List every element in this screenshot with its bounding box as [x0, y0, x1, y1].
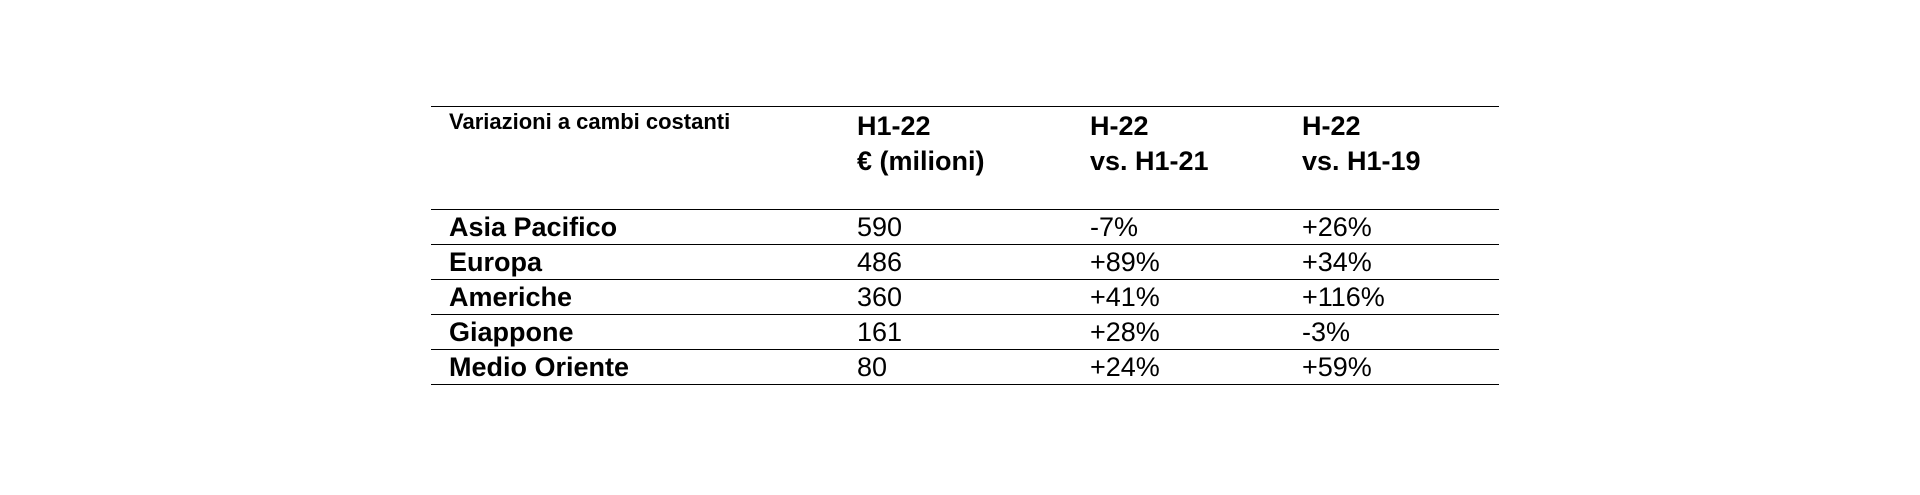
header-vs-h1-19-line1: H-22: [1302, 111, 1361, 141]
header-vs-h1-21: [1090, 107, 1302, 210]
header-h1-22-line2: € (milioni): [857, 146, 985, 176]
header-h1-22-line1: H1-22: [857, 111, 931, 141]
table-row: [431, 315, 1499, 350]
vs-h1-19-cell: -3%: [1302, 317, 1351, 347]
region-cell: Asia Pacifico: [449, 212, 618, 242]
vs-h1-21-cell: -7%: [1090, 212, 1139, 242]
table-row: [431, 210, 1499, 245]
vs-h1-21-cell: +24%: [1090, 352, 1160, 382]
vs-h1-19-cell: +116%: [1302, 282, 1385, 312]
table-header-row: [431, 107, 1499, 210]
region-cell: Giappone: [449, 317, 574, 347]
region-cell: Americhe: [449, 282, 573, 312]
region-cell: Medio Oriente: [449, 352, 630, 382]
header-variazioni: [431, 107, 857, 210]
header-vs-h1-21-line2: vs. H1-21: [1090, 146, 1209, 176]
value-cell: 360: [857, 282, 903, 312]
header-variazioni-label: Variazioni a cambi costanti: [449, 109, 731, 134]
table-row: [431, 245, 1499, 280]
vs-h1-21-cell: +28%: [1090, 317, 1160, 347]
header-h1-22: [857, 107, 1090, 210]
header-vs-h1-19-line2: vs. H1-19: [1302, 146, 1421, 176]
regional-sales-table-container: [431, 106, 1499, 385]
vs-h1-19-cell: +59%: [1302, 352, 1372, 382]
vs-h1-19-cell: +34%: [1302, 247, 1372, 277]
region-cell: Europa: [449, 247, 543, 277]
value-cell: 486: [857, 247, 903, 277]
value-cell: 161: [857, 317, 903, 347]
vs-h1-21-cell: +89%: [1090, 247, 1160, 277]
table-row: [431, 350, 1499, 385]
vs-h1-21-cell: +41%: [1090, 282, 1160, 312]
value-cell: 590: [857, 212, 903, 242]
regional-sales-table: [431, 106, 1499, 385]
value-cell: 80: [857, 352, 888, 382]
vs-h1-19-cell: +26%: [1302, 212, 1372, 242]
table-row: [431, 280, 1499, 315]
header-vs-h1-19: [1302, 107, 1499, 210]
header-vs-h1-21-line1: H-22: [1090, 111, 1149, 141]
